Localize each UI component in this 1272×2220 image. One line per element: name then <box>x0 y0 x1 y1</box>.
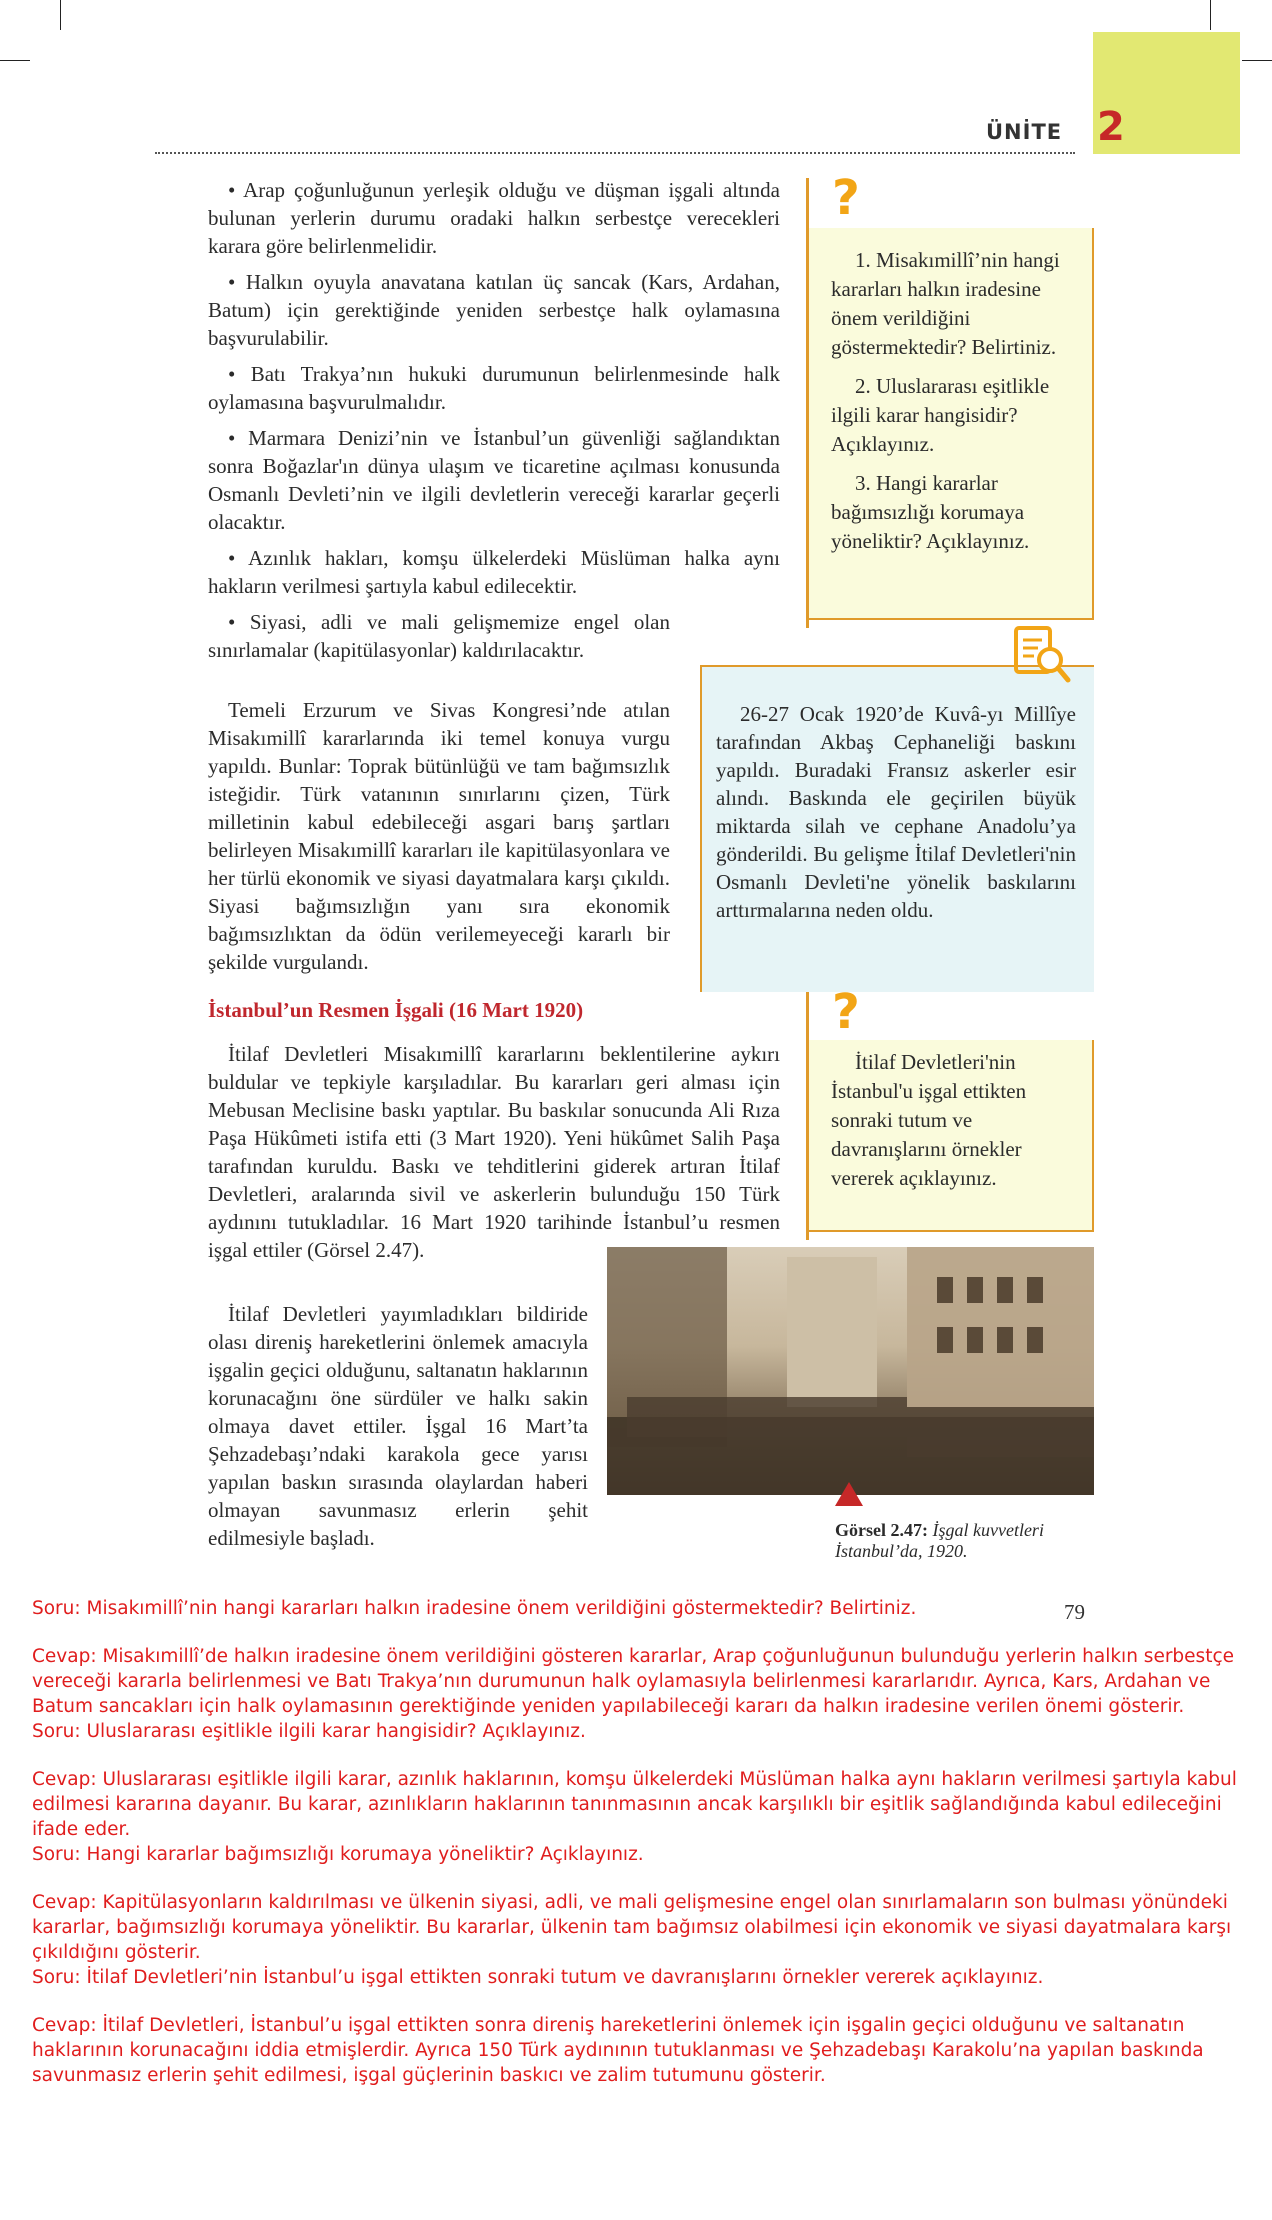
question-box-2 <box>809 1040 1094 1232</box>
historical-photo <box>607 1247 1094 1495</box>
qa-answer: Cevap: Uluslararası eşitlikle ilgili karar, azınlık haklarının, komşu ülkelerdeki Müslüman halka aynı hakların verilmesi şartıyla kabul edilmesi kararına dayanır. Bu karar, azınlıkların haklarının tanınmasının ancak karşılıklı bir eşitlik sağlandığında kabul edileceğini ifade eder. <box>32 1769 1237 1840</box>
qa-question: Soru: İtilaf Devletleri’nin İstanbul’u işgal ettikten sonraki tutum ve davranışlarını örnekler vererek açıklayınız. <box>32 1967 1044 1988</box>
qa-question: Soru: Uluslararası eşitlikle ilgili karar hangisidir? Açıklayınız. <box>32 1721 586 1742</box>
figure-caption <box>835 1520 1105 1562</box>
paragraph-2: İtilaf Devletleri Misakımillî kararlarını beklentilerine aykırı buldular ve tepkiyle karşıladılar. Bu kararları geri alması için Mebusan Meclisine baskı yaptılar. Bu baskılar sonucunda Ali Rıza Paşa Hükûmeti istifa etti (3 Mart 1920). Yeni hükûmet Salih Paşa tarafından kuruldu. Baskı ve tehditlerini giderek artıran İtilaf Devletleri, aralarında sivil ve askerlerin bulunduğu 150 Türk aydınını tutukladılar. 16 Mart 1920 tarihinde İstanbul’u resmen işgal ettiler (Görsel 2.47). <box>208 1042 780 1262</box>
bullet-item: • Batı Trakya’nın hukuki durumunun belirlenmesinde halk oylamasına başvurulmalıdır. <box>208 362 780 414</box>
question-item: İtilaf Devletleri'nin İstanbul'u işgal ettikten sonraki tutum ve davranışlarını örnekler vererek açıklayınız. <box>831 1050 1027 1190</box>
crop-mark <box>1242 60 1272 61</box>
page-number: 79 <box>1064 1600 1085 1624</box>
crop-mark <box>1210 0 1211 30</box>
info-box-text: 26-27 Ocak 1920’de Kuvâ-yı Millîye tarafından Akbaş Cephaneliği baskını yapıldı. Buradaki Fransız askerler esir alındı. Baskında ele geçirilen büyük miktarda silah ve cephane Anadolu’ya gönderildi. Bu gelişme İtilaf Devletleri'nin Osmanlı Devleti'ne yönelik baskılarını arttırmalarına neden oldu. <box>716 702 1076 922</box>
question-box-1 <box>809 228 1094 620</box>
caption-label: Görsel 2.47: <box>835 1520 928 1540</box>
crop-mark <box>60 0 61 30</box>
header-divider <box>155 152 1075 154</box>
paragraph-1: Temeli Erzurum ve Sivas Kongresi’nde atılan Misakımillî kararlarında iki temel konuya vurgu yapıldı. Bunlar: Toprak bütünlüğü ve tam bağımsızlık isteğidir. Türk vatanının sınırlarını çizen, Türk milletinin kabul edebileceği asgari barış şartları belirleyen Misakımillî kararları ile kapitülasyonlara ve her türlü ekonomik ve siyasi dayatmalara karşı çıkıldı. Siyasi bağımsızlığın yanı sıra ekonomik bağımsızlıktan da ödün verilemeyeceği kararlı bir şekilde vurgulandı. <box>208 698 670 974</box>
question-mark-icon: ? <box>832 984 860 1040</box>
bullet-item: • Siyasi, adli ve mali gelişmemize engel olan sınırlamalar (kapitülasyonlar) kaldırılacaktır. <box>208 610 670 662</box>
qa-question: Soru: Hangi kararlar bağımsızlığı korumaya yöneliktir? Açıklayınız. <box>32 1844 644 1865</box>
question-mark-icon: ? <box>832 170 860 226</box>
crop-mark <box>0 60 30 61</box>
unit-label: ÜNİTE <box>986 120 1063 144</box>
unit-number: 2 <box>1097 104 1125 150</box>
qa-answer: Cevap: İtilaf Devletleri, İstanbul’u işgal ettikten sonra direniş hareketlerini önlemek için işgalin geçici olduğunu ve saltanatın haklarının korunacağını iddia etmişlerdir. Ayrıca 150 Türk aydınının tutuklanması ve Şehzadebaşı Karakolu’na yapılan baskında savunmasız erlerin şehit edilmesi, işgal güçlerinin baskıcı ve zalim tutumunu gösterir. <box>32 2015 1204 2086</box>
question-item: 3. Hangi kararlar bağımsızlığı korumaya yöneliktir? Açıklayınız. <box>831 471 1030 553</box>
caption-text: İşgal kuvvetleri İstanbul’da, 1920. <box>835 1520 1044 1561</box>
document-magnifier-icon <box>1012 622 1072 686</box>
bullet-item: • Halkın oyuyla anavatana katılan üç sancak (Kars, Ardahan, Batum) için gerektiğinde yeniden serbestçe halk oylamasına başvurulabilir. <box>208 270 780 350</box>
bullet-item: • Arap çoğunluğunun yerleşik olduğu ve düşman işgali altında bulunan yerlerin durumu oradaki halkın serbestçe verecekleri karara göre belirlenmelidir. <box>208 178 780 258</box>
photo-marker-icon <box>835 1482 863 1506</box>
bullet-item: • Marmara Denizi’nin ve İstanbul’un güvenliği sağlandıktan sonra Boğazlar'ın dünya ulaşım ve ticaretine açılması konusunda Osmanlı Devleti’nin ve ilgili devletlerin vereceği kararlar geçerli olacaktır. <box>208 426 780 534</box>
qa-answer: Cevap: Kapitülasyonların kaldırılması ve ülkenin siyasi, adli, ve mali gelişmesine engel olan sınırlamaların son bulması yönündeki kararlar, bağımsızlığı korumaya yöneliktir. Bu kararlar, ülkenin tam bağımsız olabilmesi için ekonomik ve siyasi dayatmalara karşı çıkıldığını gösterir. <box>32 1892 1232 1963</box>
question-item: 1. Misakımillî’nin hangi kararları halkın iradesine önem verildiğini göstermektedir? Belirtiniz. <box>831 248 1060 359</box>
qa-question: Soru: Misakımillî’nin hangi kararları halkın iradesine önem verildiğini göstermektedir? Belirtiniz. <box>32 1598 917 1619</box>
main-column-upper <box>208 176 780 672</box>
paragraph-3: İtilaf Devletleri yayımladıkları bildiride olası direniş hareketlerini önlemek amacıyla işgalin geçici olduğunu, saltanatın haklarının korunacağını öne sürdüler ve halkı sakin olmaya davet ettiler. İşgal 16 Mart’ta Şehzadebaşı’ndaki karakola gece yarısı yapılan baskın sırasında olaylardan haberi olmayan savunmasız erlerin şehit edilmesiyle başladı. <box>208 1302 588 1550</box>
qa-section <box>32 1596 1262 2088</box>
section-title: İstanbul’un Resmen İşgali (16 Mart 1920) <box>208 998 584 1022</box>
qa-answer: Cevap: Misakımillî’de halkın iradesine önem verildiğini gösteren kararlar, Arap çoğunluğunun bulunduğu yerlerin halkın serbestçe vereceği kararla belirlenmesi ve Batı Trakya’nın durumunun halk oylamasıyla belirlenmesi kararlarıdır. Ayrıca, Kars, Ardahan ve Batum sancakları için halk oylamasının gerektiğinde yeniden yapılabileceği kararı da halkın iradesine verilen önemi gösterir. <box>32 1646 1235 1717</box>
question-item: 2. Uluslararası eşitlikle ilgili karar hangisidir? Açıklayınız. <box>831 374 1050 456</box>
bullet-item: • Azınlık hakları, komşu ülkelerdeki Müslüman halka aynı hakların verilmesi şartıyla kabul edilecektir. <box>208 546 780 598</box>
